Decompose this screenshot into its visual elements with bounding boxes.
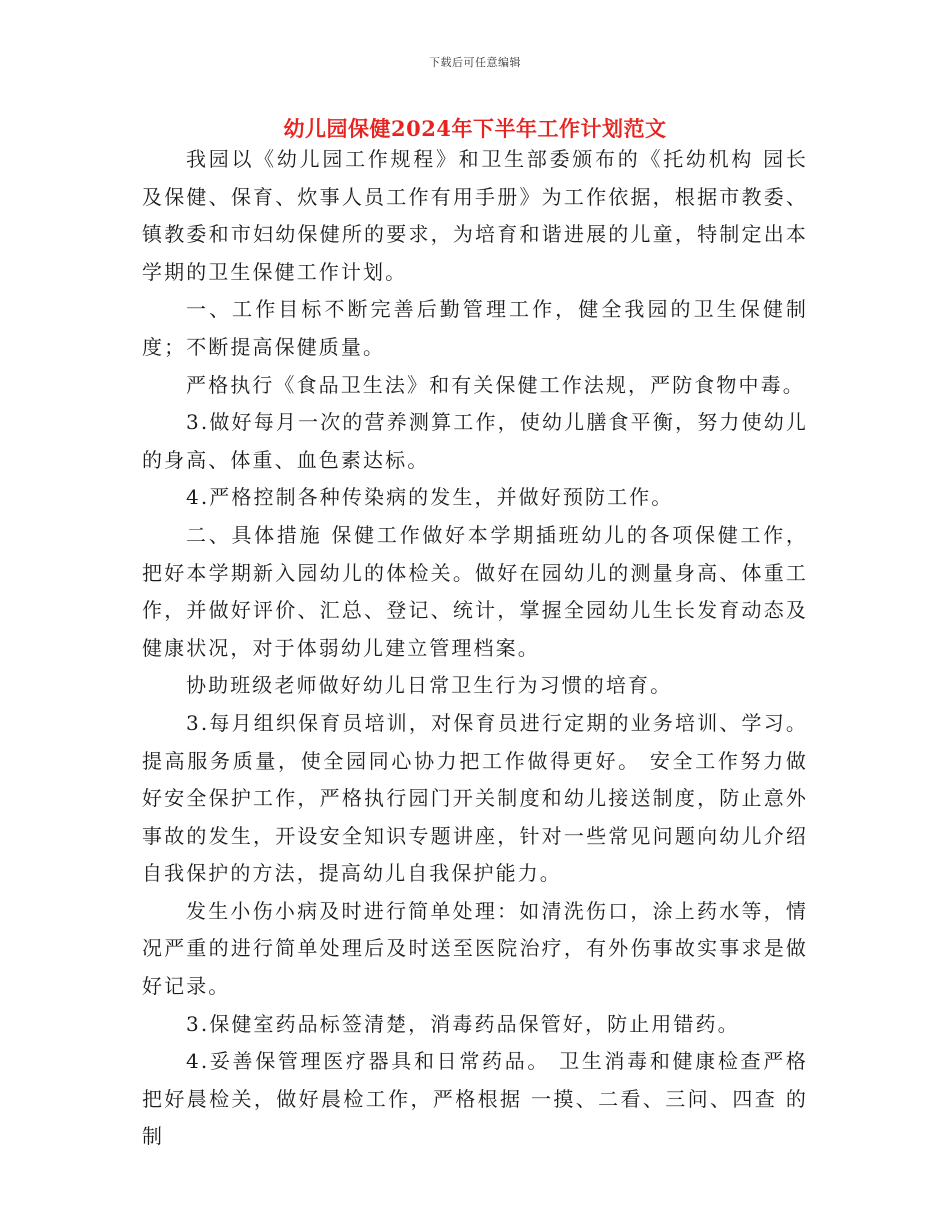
document-body [142, 141, 808, 1156]
paragraph-disease-control: 4.严格控制各种传染病的发生，并做好预防工作。 [186, 485, 674, 510]
paragraph-training-safety: 3.每月组织保育员培训，对保育员进行定期的业务培训、学习。提高服务质量，使全园同心协力把工作做得更好。 安全工作努力做好安全保护工作，严格执行园门开关制度和幼儿接送制度，防止意外事故的发生，开设安全知识专题讲座，针对一些常见问题向幼儿介绍自我保护的方法，提高幼儿自我保护能力。 [142, 710, 808, 886]
paragraph-intro: 我园以《幼儿园工作规程》和卫生部委颁布的《托幼机构 园长及保健、保育、炊事人员工作有用手册》为工作依据，根据市教委、镇教委和市妇幼保健所的要求，为培育和谐进展的儿童，特制定出本学期的卫生保健工作计划。 [142, 147, 808, 284]
paragraph-medicine-labels: 3.保健室药品标签清楚，消毒药品保管好，防止用错药。 [186, 1011, 740, 1036]
document-title: 幼儿园保健2024年下半年工作计划范文 [283, 116, 667, 141]
paragraph-goals: 一、工作目标不断完善后勤管理工作，健全我园的卫生保健制度；不断提高保健质量。 [142, 297, 808, 359]
paragraph-measures: 二、具体措施 保健工作做好本学期插班幼儿的各项保健工作，把好本学期新入园幼儿的体检关。做好在园幼儿的测量身高、体重工作，并做好评价、汇总、登记、统计，掌握全园幼儿生长发育动态及健康状况，对于体弱幼儿建立管理档案。 [142, 522, 808, 660]
paragraph-hygiene-habits: 协助班级老师做好幼儿日常卫生行为习惯的培育。 [186, 673, 673, 698]
paragraph-medical-equipment: 4.妥善保管理医疗器具和日常药品。 卫生消毒和健康检查严格把好晨检关，做好晨检工作，严格根据 一摸、二看、三问、四查 的制 [142, 1049, 808, 1149]
paragraph-injury-handling: 发生小伤小病及时进行简单处理：如清洗伤口，涂上药水等，情况严重的进行简单处理后及时送至医院治疗，有外伤事故实事求是做好记录。 [142, 898, 808, 999]
paragraph-food-safety: 严格执行《食品卫生法》和有关保健工作法规，严防食物中毒。 [186, 372, 805, 397]
header-note: 下载后可任意编辑 [429, 56, 521, 69]
paragraph-nutrition: 3.做好每月一次的营养测算工作，使幼儿膳食平衡，努力使幼儿的身高、体重、血色素达标。 [142, 410, 808, 472]
